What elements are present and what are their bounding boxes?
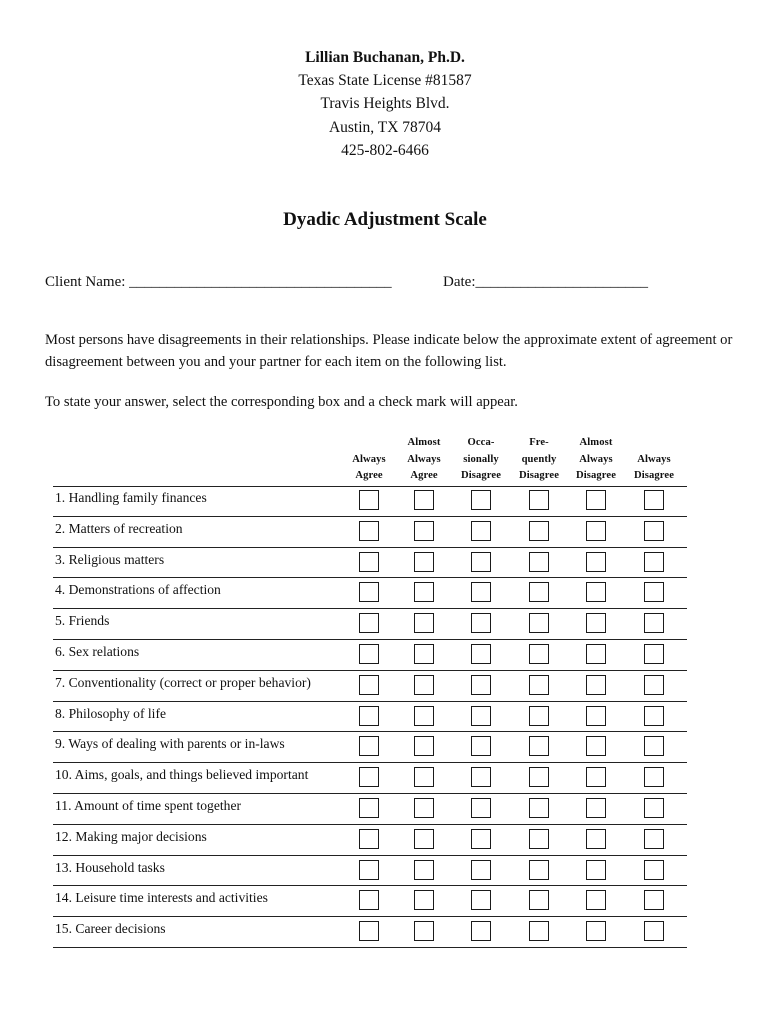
- column-header-6-line2: Always: [637, 453, 671, 465]
- checkbox-item-13-col-3[interactable]: [471, 860, 491, 880]
- item-label: 15. Career decisions: [55, 921, 166, 937]
- checkbox-item-3-col-4[interactable]: [529, 552, 549, 572]
- checkbox-item-9-col-4[interactable]: [529, 736, 549, 756]
- item-label: 14. Leisure time interests and activities: [55, 890, 268, 906]
- table-row: [53, 486, 687, 517]
- checkbox-item-13-col-6[interactable]: [644, 860, 664, 880]
- checkbox-item-12-col-2[interactable]: [414, 829, 434, 849]
- checkbox-item-15-col-3[interactable]: [471, 921, 491, 941]
- column-header-5-line1: Almost: [579, 436, 613, 448]
- checkbox-item-6-col-4[interactable]: [529, 644, 549, 664]
- checkbox-item-8-col-3[interactable]: [471, 706, 491, 726]
- item-label: 12. Making major decisions: [55, 828, 207, 844]
- checkbox-item-5-col-1[interactable]: [359, 613, 379, 633]
- checkbox-item-15-col-2[interactable]: [414, 921, 434, 941]
- checkbox-item-6-col-2[interactable]: [414, 644, 434, 664]
- column-header-3-line1: Occa-: [467, 436, 495, 448]
- item-label: 1. Handling family finances: [55, 490, 207, 505]
- checkbox-item-9-col-6[interactable]: [644, 736, 664, 756]
- checkbox-item-10-col-1[interactable]: [359, 767, 379, 787]
- table-row: [53, 548, 687, 579]
- checkbox-item-11-col-3[interactable]: [471, 798, 491, 818]
- column-header-5: [565, 433, 627, 485]
- table-row: [53, 794, 687, 825]
- table-row: [53, 609, 687, 640]
- checkbox-item-13-col-5[interactable]: [586, 860, 606, 880]
- checkbox-item-8-col-6[interactable]: [644, 706, 664, 726]
- item-label: 7. Conventionality (correct or proper behavior): [55, 674, 311, 690]
- city-state-zip: Austin, TX 78704: [328, 118, 442, 136]
- checkbox-item-10-col-4[interactable]: [529, 767, 549, 787]
- checkbox-item-1-col-6[interactable]: [644, 490, 664, 510]
- checkbox-item-3-col-6[interactable]: [644, 552, 664, 572]
- checkbox-item-1-col-5[interactable]: [586, 490, 606, 510]
- checkbox-item-7-col-4[interactable]: [529, 675, 549, 695]
- checkbox-item-6-col-3[interactable]: [471, 644, 491, 664]
- checkbox-item-15-col-4[interactable]: [529, 921, 549, 941]
- checkbox-item-12-col-1[interactable]: [359, 829, 379, 849]
- checkbox-item-5-col-6[interactable]: [644, 613, 664, 633]
- checkbox-item-6-col-5[interactable]: [586, 644, 606, 664]
- checkbox-item-4-col-3[interactable]: [471, 582, 491, 602]
- checkbox-item-3-col-5[interactable]: [586, 552, 606, 572]
- table-row: [53, 856, 687, 887]
- column-header-5-line2: Always: [579, 453, 613, 465]
- column-header-6-line1: [623, 435, 685, 452]
- checkbox-item-2-col-4[interactable]: [529, 521, 549, 541]
- item-label: 6. Sex relations: [55, 644, 140, 659]
- table-row: [53, 763, 687, 794]
- checkbox-item-9-col-3[interactable]: [471, 736, 491, 756]
- checkbox-item-2-col-6[interactable]: [644, 521, 664, 541]
- item-label: 5. Friends: [55, 613, 110, 629]
- checkbox-item-14-col-4[interactable]: [529, 890, 549, 910]
- checkbox-item-1-col-4[interactable]: [529, 490, 549, 510]
- checkbox-item-4-col-6[interactable]: [644, 582, 664, 602]
- item-label: 3. Religious matters: [55, 551, 165, 567]
- instructions-text: Most persons have disagreements in their relationships. Please indicate below the approximate extent of agreement or disagreement between you and your partner for each item on the following list.: [45, 332, 733, 370]
- checkbox-item-11-col-6[interactable]: [644, 798, 664, 818]
- checkbox-item-15-col-6[interactable]: [644, 921, 664, 941]
- phone-number: 425-802-6466: [341, 141, 429, 159]
- checkbox-item-14-col-6[interactable]: [644, 890, 664, 910]
- table-row: [53, 671, 687, 702]
- checkbox-item-15-col-5[interactable]: [586, 921, 606, 941]
- item-label: 2. Matters of recreation: [55, 520, 183, 536]
- table-row: [53, 917, 687, 948]
- column-header-2-line1: Almost: [407, 436, 441, 448]
- checkbox-item-3-col-2[interactable]: [414, 552, 434, 572]
- column-header-1-line3: Agree: [355, 470, 383, 482]
- checkbox-item-10-col-6[interactable]: [644, 767, 664, 787]
- checkbox-item-11-col-5[interactable]: [586, 798, 606, 818]
- checkbox-item-7-col-1[interactable]: [359, 675, 379, 695]
- item-label: 13. Household tasks: [55, 859, 165, 875]
- checkbox-item-12-col-4[interactable]: [529, 829, 549, 849]
- street-address: Travis Heights Blvd.: [320, 95, 450, 113]
- checkbox-item-12-col-6[interactable]: [644, 829, 664, 849]
- checkbox-item-15-col-1[interactable]: [359, 921, 379, 941]
- checkbox-item-8-col-1[interactable]: [359, 706, 379, 726]
- checkbox-item-13-col-2[interactable]: [414, 860, 434, 880]
- column-header-2: [393, 433, 455, 485]
- table-row: [53, 732, 687, 763]
- checkbox-item-2-col-1[interactable]: [359, 521, 379, 541]
- column-header-3-line3: Disagree: [460, 470, 502, 482]
- item-label: 10. Aims, goals, and things believed important: [55, 767, 309, 783]
- checkbox-item-11-col-1[interactable]: [359, 798, 379, 818]
- checkbox-item-13-col-4[interactable]: [529, 860, 549, 880]
- checkbox-item-14-col-5[interactable]: [586, 890, 606, 910]
- checkbox-item-6-col-1[interactable]: [359, 644, 379, 664]
- table-row: [53, 886, 687, 917]
- item-label: 4. Demonstrations of affection: [55, 582, 221, 598]
- column-header-4-line1: Fre-: [529, 436, 549, 448]
- column-header-6-line3: Disagree: [633, 470, 675, 482]
- letterhead: [0, 46, 770, 162]
- checkbox-item-7-col-6[interactable]: [644, 675, 664, 695]
- checkbox-item-9-col-5[interactable]: [586, 736, 606, 756]
- checkbox-item-7-col-5[interactable]: [586, 675, 606, 695]
- column-header-4-line2: quently: [521, 453, 557, 465]
- checkbox-item-10-col-2[interactable]: [414, 767, 434, 787]
- checkbox-item-11-col-2[interactable]: [414, 798, 434, 818]
- item-label: 11. Amount of time spent together: [55, 798, 242, 813]
- checkbox-item-1-col-3[interactable]: [471, 490, 491, 510]
- checkbox-item-2-col-3[interactable]: [471, 521, 491, 541]
- checkbox-item-14-col-2[interactable]: [414, 890, 434, 910]
- checkbox-item-8-col-5[interactable]: [586, 706, 606, 726]
- checkbox-item-10-col-3[interactable]: [471, 767, 491, 787]
- column-header-3-line2: sionally: [463, 453, 499, 465]
- checkbox-item-2-col-2[interactable]: [414, 521, 434, 541]
- checkbox-item-12-col-5[interactable]: [586, 829, 606, 849]
- column-header-2-line3: Agree: [410, 470, 438, 482]
- checkbox-item-14-col-3[interactable]: [471, 890, 491, 910]
- form-title: Dyadic Adjustment Scale: [283, 209, 487, 230]
- checkbox-item-6-col-6[interactable]: [644, 644, 664, 664]
- checkbox-item-4-col-5[interactable]: [586, 582, 606, 602]
- checkbox-item-3-col-3[interactable]: [471, 552, 491, 572]
- checkbox-item-7-col-2[interactable]: [414, 675, 434, 695]
- table-row: [53, 702, 687, 733]
- checkbox-item-5-col-4[interactable]: [529, 613, 549, 633]
- checkbox-item-5-col-5[interactable]: [586, 613, 606, 633]
- table-row: [53, 578, 687, 609]
- table-row: [53, 517, 687, 548]
- column-header-6: [623, 433, 685, 485]
- clinician-name: Lillian Buchanan, Ph.D.: [305, 49, 465, 66]
- column-header-1-line1: [338, 435, 400, 452]
- license-number: Texas State License #81587: [298, 72, 472, 90]
- column-header-5-line3: Disagree: [575, 470, 617, 482]
- checkbox-item-9-col-1[interactable]: [359, 736, 379, 756]
- checkbox-item-4-col-1[interactable]: [359, 582, 379, 602]
- table-row: [53, 640, 687, 671]
- checkbox-item-3-col-1[interactable]: [359, 552, 379, 572]
- item-label: 9. Ways of dealing with parents or in-laws: [55, 736, 285, 752]
- checkbox-item-14-col-1[interactable]: [359, 890, 379, 910]
- checkbox-item-7-col-3[interactable]: [471, 675, 491, 695]
- checkbox-item-1-col-2[interactable]: [414, 490, 434, 510]
- column-header-4: [508, 433, 570, 485]
- checkbox-item-12-col-3[interactable]: [471, 829, 491, 849]
- checkbox-item-8-col-4[interactable]: [529, 706, 549, 726]
- instructions-checkbox-text: To state your answer, select the corresponding box and a check mark will appear.: [45, 394, 518, 410]
- checkbox-item-2-col-5[interactable]: [586, 521, 606, 541]
- column-header-1-line2: Always: [352, 453, 386, 465]
- checkbox-item-4-col-4[interactable]: [529, 582, 549, 602]
- column-header-1: [338, 433, 400, 485]
- column-header-2-line2: Always: [407, 453, 441, 465]
- table-row: [53, 825, 687, 856]
- checkbox-item-10-col-5[interactable]: [586, 767, 606, 787]
- checkbox-item-11-col-4[interactable]: [529, 798, 549, 818]
- checkbox-item-9-col-2[interactable]: [414, 736, 434, 756]
- checkbox-item-13-col-1[interactable]: [359, 860, 379, 880]
- column-header-3: [450, 433, 512, 485]
- checkbox-item-4-col-2[interactable]: [414, 582, 434, 602]
- checkbox-item-8-col-2[interactable]: [414, 706, 434, 726]
- item-label: 8. Philosophy of life: [55, 705, 167, 721]
- checkbox-item-5-col-3[interactable]: [471, 613, 491, 633]
- column-header-4-line3: Disagree: [518, 470, 560, 482]
- checkbox-item-5-col-2[interactable]: [414, 613, 434, 633]
- checkbox-item-1-col-1[interactable]: [359, 490, 379, 510]
- date-field[interactable]: Date:_______________________: [443, 274, 648, 290]
- client-name-field[interactable]: Client Name: ___________________________________: [45, 274, 392, 290]
